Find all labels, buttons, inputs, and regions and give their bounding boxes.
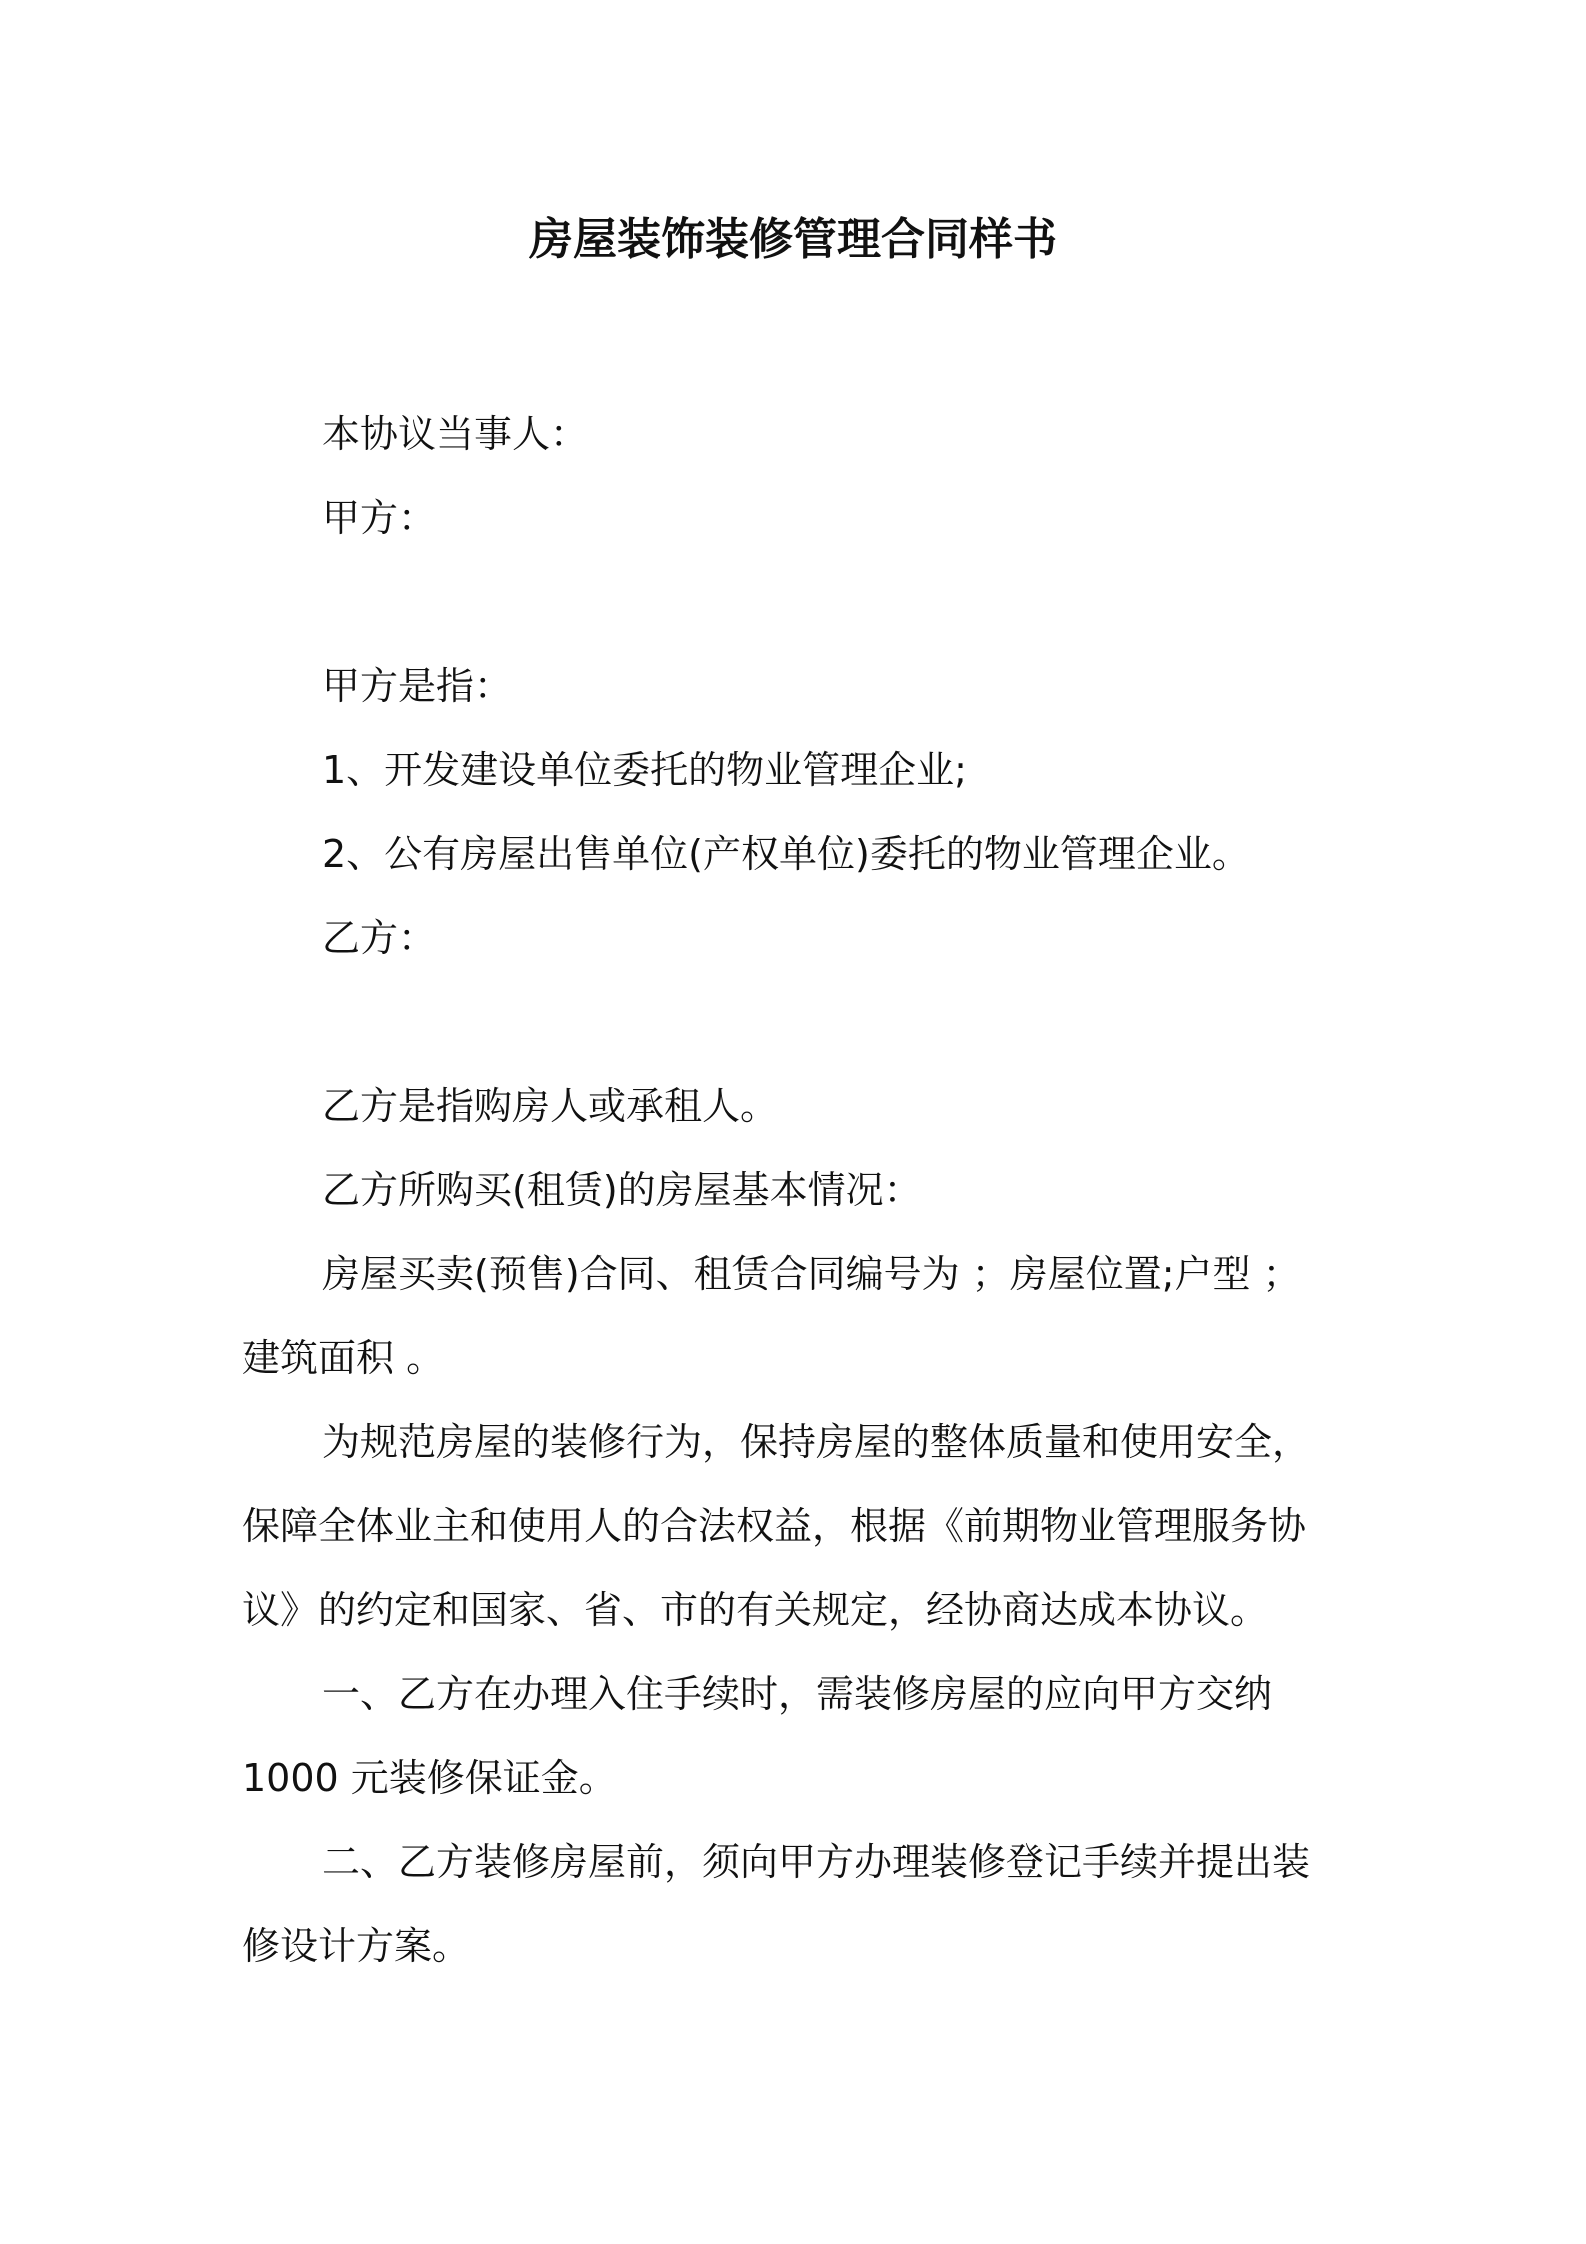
purpose-line-1: 为规范房屋的装修行为，保持房屋的整体质量和使用安全，: [322, 1420, 1311, 1464]
document-title: 房屋装饰装修管理合同样书: [529, 214, 1057, 265]
party-a-item-1: 1、开发建设单位委托的物业管理企业;: [322, 748, 967, 792]
purpose-line-2: 保障全体业主和使用人的合法权益，根据《前期物业管理服务协: [242, 1504, 1307, 1548]
party-a-item-2: 2、公有房屋出售单位(产权单位)委托的物业管理企业。: [322, 832, 1250, 876]
clause-2-line-2: 修设计方案。: [242, 1924, 471, 1968]
party-b-label: 乙方：: [322, 916, 437, 960]
party-a-label: 甲方：: [322, 496, 437, 540]
purpose-line-3: 议》的约定和国家、省、市的有关规定，经协商达成本协议。: [242, 1588, 1269, 1632]
party-a-definition-label: 甲方是指：: [322, 664, 513, 708]
house-info-line-1: 房屋买卖(预售)合同、租赁合同编号为 ；房屋位置;户型 ；: [322, 1252, 1301, 1296]
party-b-definition: 乙方是指购房人或承租人。: [322, 1084, 779, 1128]
clause-2-line-1: 二、乙方装修房屋前，须向甲方办理装修登记手续并提出装: [322, 1840, 1311, 1884]
house-info-label: 乙方所购买(租赁)的房屋基本情况：: [322, 1168, 922, 1212]
house-info-line-2: 建筑面积 。: [242, 1336, 445, 1380]
clause-1-line-2: 1000 元装修保证金。: [242, 1756, 617, 1800]
parties-label: 本协议当事人：: [322, 412, 589, 456]
clause-1-line-1: 一、乙方在办理入住手续时，需装修房屋的应向甲方交纳: [322, 1672, 1273, 1716]
